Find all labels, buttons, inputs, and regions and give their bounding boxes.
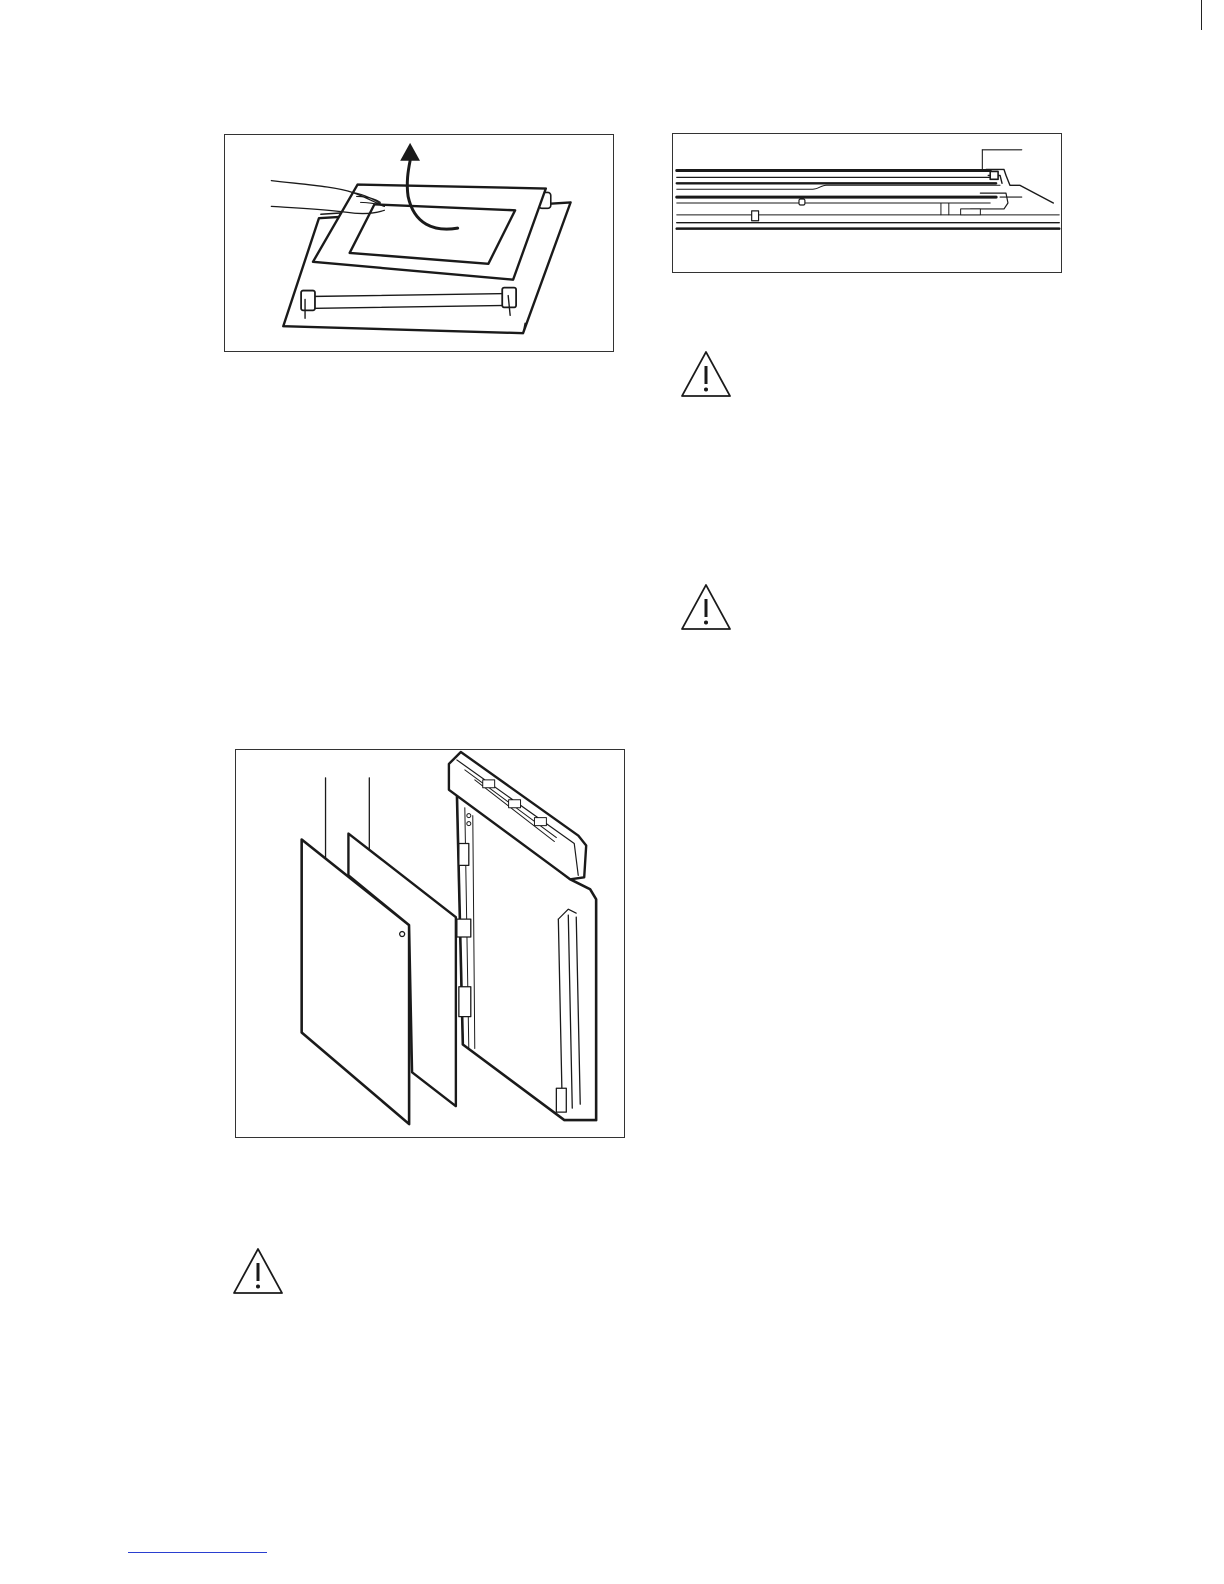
page-marker bbox=[1201, 0, 1202, 30]
warning-triangle-icon bbox=[231, 1246, 285, 1296]
door-glass-panels-exploded-illustration bbox=[235, 749, 625, 1138]
warning-triangle-icon bbox=[679, 582, 733, 632]
footer-link[interactable] bbox=[128, 1552, 267, 1553]
door-cross-section-illustration bbox=[672, 133, 1062, 273]
door-glass-removal-illustration bbox=[224, 134, 614, 352]
warning-triangle-icon bbox=[679, 349, 733, 399]
